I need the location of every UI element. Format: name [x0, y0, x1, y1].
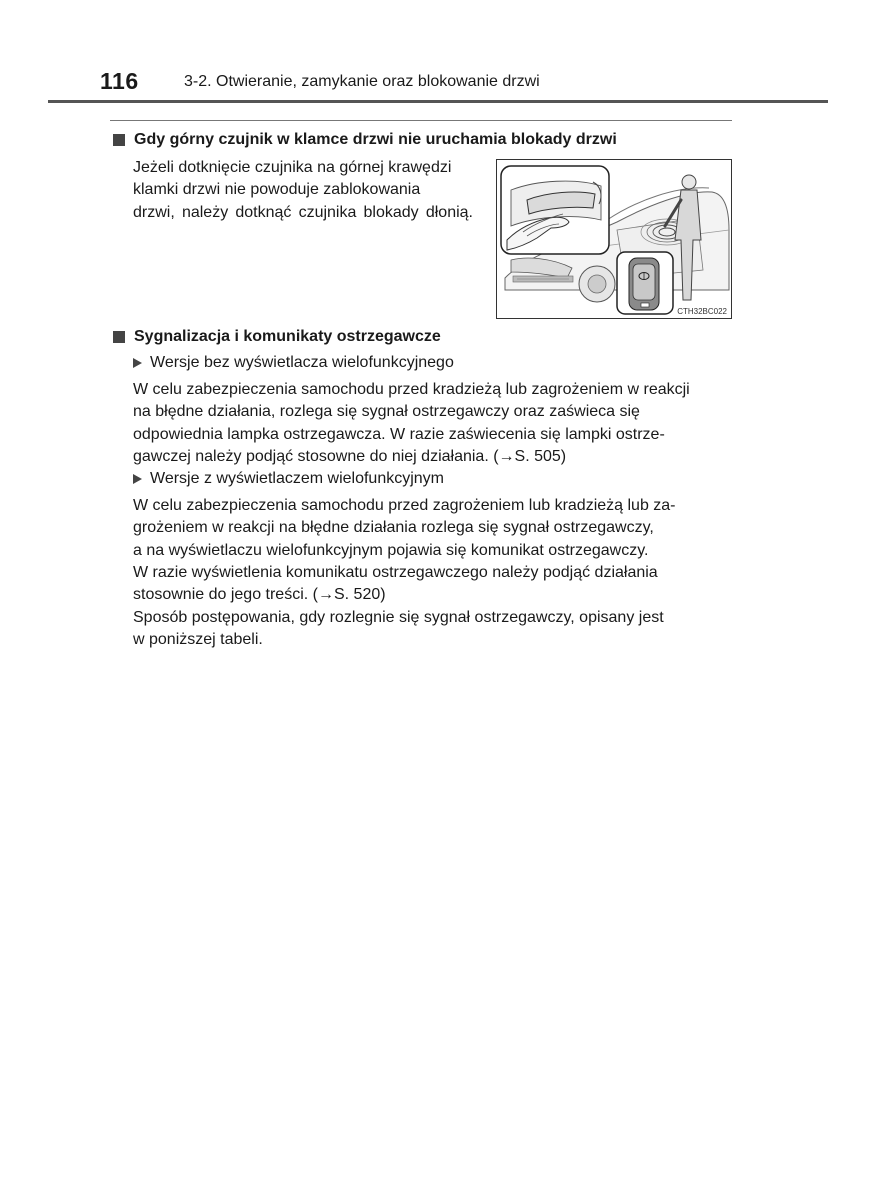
section-divider [110, 120, 732, 121]
paragraph-line: drzwi, należy dotknąć czujnika blokady dłonią. [133, 203, 473, 221]
section-heading-warnings [113, 328, 441, 346]
paragraph-line: grożeniem w reakcji na błędne działania rozlega się sygnał ostrzegawczy, [133, 519, 654, 537]
figure-code: CTH32BC022 [677, 307, 727, 316]
version-label-text: Wersje z wyświetlaczem wielofunkcyjnym [150, 470, 444, 487]
triangle-bullet-icon [133, 358, 142, 368]
chapter-title: 3-2. Otwieranie, zamykanie oraz blokowanie drzwi [184, 73, 540, 90]
section-heading-sensor [113, 131, 617, 149]
paragraph-line: a na wyświetlaczu wielofunkcyjnym pojawia się komunikat ostrzegawczy. [133, 541, 649, 559]
warning-paragraph-without-display [133, 379, 732, 468]
paragraph-line: na błędne działania, rozlega się sygnał ostrzegawczy oraz zaświeca się [133, 403, 640, 421]
header-rule [48, 100, 828, 103]
paragraph-line: W celu zabezpieczenia samochodu przed zagrożeniem lub kradzieżą lub za- [133, 497, 676, 514]
paragraph-line: Sposób postępowania, gdy rozlegnie się sygnał ostrzegawczy, opisany jest [133, 609, 664, 626]
paragraph-line: stosownie do jego treści. (→S. 520) [133, 586, 386, 604]
door-lock-sensor-figure [496, 159, 732, 319]
section-heading-text: Gdy górny czujnik w klamce drzwi nie uruchamia blokady drzwi [134, 131, 617, 148]
paragraph-line: odpowiednia lampka ostrzegawcza. W razie zaświecenia się lampki ostrze- [133, 425, 665, 443]
sensor-paragraph [133, 157, 473, 224]
version-label-with-display [133, 470, 444, 488]
paragraph-line: klamki drzwi nie powoduje zablokowania [133, 181, 421, 199]
triangle-bullet-icon [133, 474, 142, 484]
car-door-handle-touch-illustration-icon [497, 160, 732, 319]
paragraph-line: W celu zabezpieczenia samochodu przed kradzieżą lub zagrożeniem w reakcji [133, 381, 690, 398]
paragraph-line: gawczej należy podjąć stosowne do niej działania. (→S. 505) [133, 447, 567, 465]
page-number: 116 [100, 68, 139, 94]
paragraph-line: W razie wyświetlenia komunikatu ostrzegawczego należy podjąć działania [133, 563, 658, 581]
version-label-without-display [133, 354, 454, 372]
warning-paragraph-with-display [133, 495, 732, 606]
section-heading-text: Sygnalizacja i komunikaty ostrzegawcze [134, 328, 441, 345]
procedure-paragraph [133, 607, 732, 652]
square-bullet-icon [113, 331, 125, 343]
paragraph-line: Jeżeli dotknięcie czujnika na górnej krawędzi [133, 159, 452, 176]
paragraph-line: w poniższej tabeli. [133, 631, 263, 649]
page-header [0, 0, 880, 106]
version-label-text: Wersje bez wyświetlacza wielofunkcyjnego [150, 354, 454, 371]
square-bullet-icon [113, 134, 125, 146]
